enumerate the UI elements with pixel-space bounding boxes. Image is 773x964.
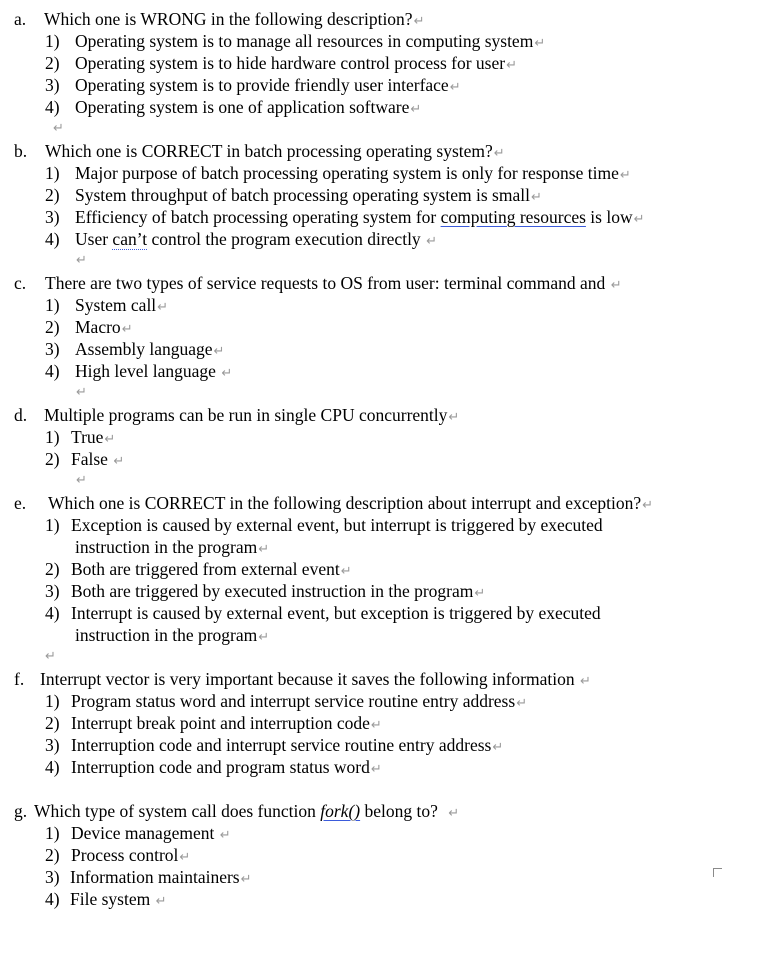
paragraph-mark-icon: ↵ [448, 806, 460, 821]
option [0, 426, 773, 448]
paragraph-mark-icon: ↵ [448, 410, 460, 425]
option [0, 558, 773, 580]
question-label: b. [14, 141, 28, 161]
empty-paragraph [0, 646, 773, 668]
question-label: d. [14, 405, 28, 425]
paragraph-mark-icon: ↵ [76, 253, 87, 268]
option-text: Interrupt break point and interruption code [71, 713, 370, 733]
option-text: Process control [71, 845, 179, 865]
question-label: e. [14, 493, 27, 513]
option-text: Program status word and interrupt service routine entry address [71, 691, 516, 711]
option-continuation [0, 624, 773, 646]
option [0, 580, 773, 602]
paragraph-mark-icon: ↵ [530, 190, 542, 205]
paragraph-mark-icon: ↵ [449, 80, 461, 95]
question-a [0, 8, 773, 30]
empty-paragraph [0, 382, 773, 404]
question-text: Which one is CORRECT in the following description about interrupt and exception? [48, 493, 642, 513]
paragraph-mark-icon: ↵ [121, 322, 133, 337]
option-text: Operating system is to hide hardware control process for user [75, 53, 506, 73]
option [0, 734, 773, 756]
question-text: belong to? [360, 801, 443, 821]
option-text: System throughput of batch processing operating system is small [75, 185, 530, 205]
grammar-underlined-text: can’t [112, 229, 148, 249]
option-text: Information maintainers [70, 867, 240, 887]
question-g [0, 800, 773, 822]
option-text: Operating system is to manage all resources in computing system [75, 31, 534, 51]
option [0, 756, 773, 778]
option-text: control the program execution directly [147, 229, 426, 249]
option-text: False [71, 449, 113, 469]
paragraph-mark-icon: ↵ [492, 740, 504, 755]
option [0, 822, 773, 844]
option-number: 1) [45, 691, 60, 711]
paragraph-mark-icon: ↵ [642, 498, 654, 513]
option-text: Interruption code and interrupt service routine entry address [71, 735, 492, 755]
option-text: Macro [75, 317, 121, 337]
option-text: Both are triggered from external event [71, 559, 340, 579]
option-text: File system [70, 889, 155, 909]
option-text: System call [75, 295, 157, 315]
paragraph-mark-icon: ↵ [179, 850, 191, 865]
option-number: 2) [45, 449, 60, 469]
empty-paragraph [0, 118, 773, 140]
option-number: 3) [45, 75, 60, 95]
spelling-underlined-text: computing resources [440, 207, 586, 227]
option-number: 3) [45, 867, 60, 887]
option-text: Efficiency of batch processing operating system for [75, 207, 441, 227]
paragraph-mark-icon: ↵ [516, 696, 528, 711]
option [0, 602, 773, 624]
paragraph-mark-icon: ↵ [258, 542, 270, 557]
question-text: Which type of system call does function [34, 801, 321, 821]
option-text: instruction in the program [75, 537, 258, 557]
paragraph-mark-icon: ↵ [413, 14, 425, 29]
empty-paragraph [0, 470, 773, 492]
paragraph-mark-icon: ↵ [370, 718, 382, 733]
paragraph-mark-icon: ↵ [370, 762, 382, 777]
option-number: 3) [45, 207, 60, 227]
option [0, 360, 773, 382]
option-text: Interruption code and program status word [71, 757, 370, 777]
option-number: 2) [45, 713, 60, 733]
question-e [0, 492, 773, 514]
option-number: 1) [45, 295, 60, 315]
option [0, 74, 773, 96]
option-number: 4) [45, 97, 60, 117]
paragraph-mark-icon: ↵ [493, 146, 505, 161]
option-number: 1) [45, 515, 60, 535]
option [0, 866, 773, 888]
question-label: f. [14, 669, 25, 689]
question-c [0, 272, 773, 294]
option-text: Operating system is one of application software [75, 97, 410, 117]
paragraph-mark-icon: ↵ [506, 58, 517, 73]
option-number: 1) [45, 31, 60, 51]
paragraph-mark-icon: ↵ [104, 432, 116, 447]
document-body [0, 8, 773, 910]
question-f [0, 668, 773, 690]
option-text: Assembly language [75, 339, 213, 359]
paragraph-mark-icon: ↵ [113, 454, 125, 469]
paragraph-mark-icon: ↵ [610, 278, 622, 293]
option [0, 448, 773, 470]
paragraph-mark-icon: ↵ [426, 234, 437, 249]
option-text: High level language [75, 361, 221, 381]
question-text: Which one is CORRECT in batch processing operating system? [45, 141, 493, 161]
text-boundary-corner-mark [713, 868, 722, 877]
question-text: Multiple programs can be run in single CPU concurrently [44, 405, 448, 425]
paragraph-mark-icon: ↵ [258, 630, 270, 645]
option-text: Major purpose of batch processing operating system is only for response time [75, 163, 619, 183]
option-text: Both are triggered by executed instruction in the program [71, 581, 474, 601]
question-text: There are two types of service requests to OS from user: terminal command and [45, 273, 610, 293]
paragraph-mark-icon: ↵ [76, 385, 87, 400]
option-text: Interrupt is caused by external event, but exception is triggered by executed [71, 603, 601, 623]
option-text: True [71, 427, 104, 447]
question-label: c. [14, 273, 27, 293]
option [0, 52, 773, 74]
paragraph-mark-icon: ↵ [53, 121, 64, 136]
paragraph-mark-icon: ↵ [45, 649, 56, 664]
option [0, 228, 773, 250]
option-number: 3) [45, 581, 60, 601]
option-number: 3) [45, 735, 60, 755]
option-number: 4) [45, 361, 60, 381]
paragraph-mark-icon: ↵ [157, 300, 169, 315]
option-continuation [0, 536, 773, 558]
option-text: Operating system is to provide friendly user interface [75, 75, 449, 95]
option-number: 2) [45, 53, 60, 73]
option [0, 888, 773, 910]
option [0, 712, 773, 734]
question-label: g. [14, 801, 28, 821]
option [0, 690, 773, 712]
option-number: 1) [45, 427, 60, 447]
paragraph-mark-icon: ↵ [213, 344, 225, 359]
option-text: Exception is caused by external event, but interrupt is triggered by executed [71, 515, 603, 535]
paragraph-mark-icon: ↵ [534, 36, 546, 51]
option-number: 2) [45, 845, 60, 865]
paragraph-mark-icon: ↵ [579, 674, 591, 689]
option [0, 294, 773, 316]
question-label: a. [14, 9, 27, 29]
option-number: 2) [45, 317, 60, 337]
option [0, 184, 773, 206]
option-number: 4) [45, 889, 60, 909]
option [0, 30, 773, 52]
paragraph-mark-icon: ↵ [219, 828, 231, 843]
question-text: Interrupt vector is very important because it saves the following information [40, 669, 579, 689]
question-d [0, 404, 773, 426]
paragraph-mark-icon: ↵ [155, 894, 167, 909]
option [0, 96, 773, 118]
option-number: 1) [45, 163, 60, 183]
option [0, 316, 773, 338]
option-text: is low [585, 207, 633, 227]
option-text: Device management [71, 823, 219, 843]
option [0, 514, 773, 536]
paragraph-mark-icon: ↵ [619, 168, 631, 183]
option-number: 3) [45, 339, 60, 359]
paragraph-mark-icon: ↵ [240, 872, 252, 887]
paragraph-mark-icon: ↵ [221, 366, 233, 381]
paragraph-mark-icon: ↵ [474, 586, 486, 601]
option [0, 206, 773, 228]
question-text: Which one is WRONG in the following description? [44, 9, 413, 29]
option [0, 162, 773, 184]
question-b [0, 140, 773, 162]
paragraph-mark-icon: ↵ [633, 212, 645, 227]
option-number: 4) [45, 229, 60, 249]
paragraph-mark-icon: ↵ [410, 102, 422, 117]
option-number: 1) [45, 823, 60, 843]
paragraph-mark-icon: ↵ [340, 564, 352, 579]
option-number: 2) [45, 559, 60, 579]
option [0, 338, 773, 360]
option-number: 4) [45, 603, 60, 623]
option-text: User [75, 229, 113, 249]
spelling-underlined-text: fork() [320, 801, 361, 821]
option-number: 2) [45, 185, 60, 205]
option [0, 844, 773, 866]
paragraph-mark-icon: ↵ [76, 473, 87, 488]
empty-paragraph [0, 250, 773, 272]
option-text: instruction in the program [75, 625, 258, 645]
option-number: 4) [45, 757, 60, 777]
